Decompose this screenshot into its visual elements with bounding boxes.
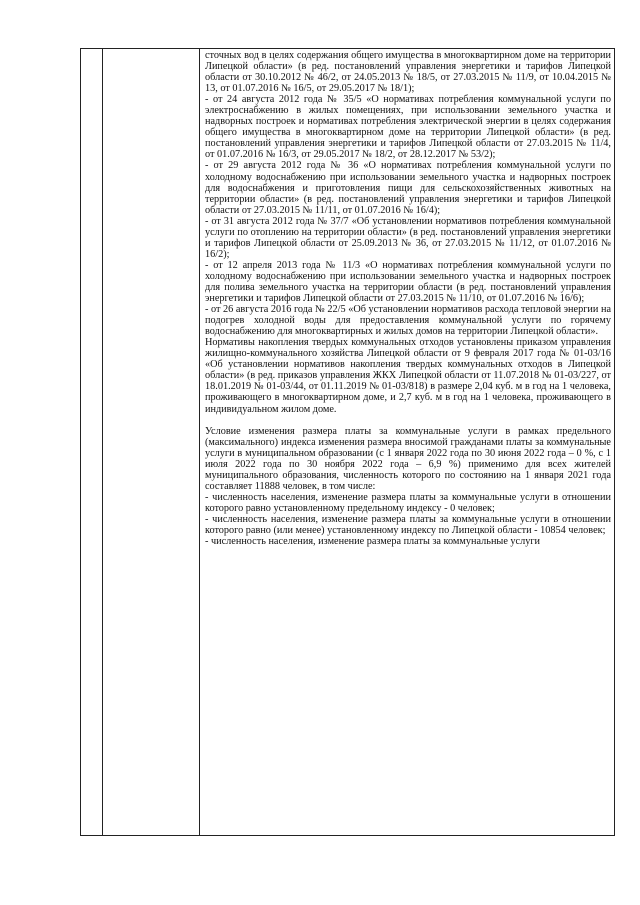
paragraph-gap [205,415,611,426]
paragraph: - от 24 августа 2012 года № 35/5 «О нормативах потребления коммунальной услуги по электроснабжению в жилых помещениях, при использовании земельного участка и надворных построек и нормативах потребления электрической энергии в целях содержания общего имущества в многоквартирном доме на территории Липецкой области» (в ред. постановлений управления энергетики и тарифов Липецкой области от 27.03.2015 № 11/4, от 01.07.2016 № 16/3, от 29.05.2017 № 18/2, от 28.12.2017 № 53/2); [205,94,611,161]
paragraph: - от 29 августа 2012 года № 36 «О нормативах потребления коммунальной услуги по холодному водоснабжению при использовании земельного участка и надворных построек для водоснабжения и приготовления пищи для сельскохозяйственных животных на территории области» (в ред. постановлений управления энергетики и тарифов Липецкой области от 27.03.2015 № 11/11, от 01.07.2016 № 16/4); [205,160,611,216]
table-column-content [201,49,614,835]
paragraph: - численность населения, изменение размера платы за коммунальные услуги [205,536,541,548]
document-table [80,48,615,836]
paragraph: Нормативы накопления твердых коммунальных отходов установлены приказом управления жилищно-коммунального хозяйства Липецкой области от 9 февраля 2017 года № 01-03/16 «Об установлении нормативов накопления твердых коммунальных отходов в Липецкой области» (в ред. приказов управления ЖКХ Липецкой области от 11.07.2018 № 01-03/227, от 18.01.2019 № 01-03/44, от 01.11.2019 № 01-03/818) в размере 2,04 куб. м в год на 1 человека, проживающего в многоквартирном доме, и 2,7 куб. м в год на 1 человека, проживающего в индивидуальном жилом доме. [205,337,611,415]
paragraph: сточных вод в целях содержания общего имущества в многоквартирном доме на территории Липецкой области» (в ред. постановлений управления энергетики и тарифов Липецкой области от 30.10.2012 № 46/2, от 24.05.2013 № 18/5, от 27.03.2015 № 11/9, от 10.04.2015 № 13, от 01.07.2016 № 16/5, от 29.05.2017 № 18/1); [205,50,611,95]
paragraph: - численность населения, изменение размера платы за коммунальные услуги в отношении которого равно (или менее) установленному индексу по Липецкой области - 10854 человек; [205,513,611,536]
paragraph: - от 31 августа 2012 года № 37/7 «Об установлении нормативов потребления коммунальной услуги по отоплению на территории области» (в ред. постановлений управления энергетики и тарифов Липецкой области от 25.09.2013 № 36, от 27.03.2015 № 11/12, от 01.07.2016 № 16/2); [205,215,611,260]
table-column-name [103,49,200,835]
paragraph: - от 12 апреля 2013 года № 11/3 «О нормативах потребления коммунальной услуги по холодному водоснабжению при использовании земельного участка и надворных построек для полива земельного участка на территории области (в ред. постановлений управления энергетики и тарифов Липецкой области от 27.03.2015 № 11/10, от 01.07.2016 № 16/6); [205,259,611,305]
paragraph: Условие изменения размера платы за коммунальные услуги в рамках предельного (максимального) индекса изменения размера вносимой гражданами платы за коммунальные услуги в муниципальном образовании (с 1 января 2022 года по 30 июня 2022 года – 0 %, с 1 июля 2022 года по 30 ноября 2022 года – 6,9 %) применимо для всех жителей муниципального образования, численность которого по состоянию на 1 января 2021 года составляет 11888 человек, в том числе: [205,425,611,492]
paragraph: - от 26 августа 2016 года № 22/5 «Об установлении нормативов расхода тепловой энергии на подогрев холодной воды для предоставления коммунальной услуги по горячему водоснабжению для многоквартирных и жилых домов на территории Липецкой области». [205,304,611,338]
table-column-number [81,49,103,835]
paragraph: - численность населения, изменение размера платы за коммунальные услуги в отношении которого равно установленному предельному индексу - 0 человек; [205,491,611,514]
